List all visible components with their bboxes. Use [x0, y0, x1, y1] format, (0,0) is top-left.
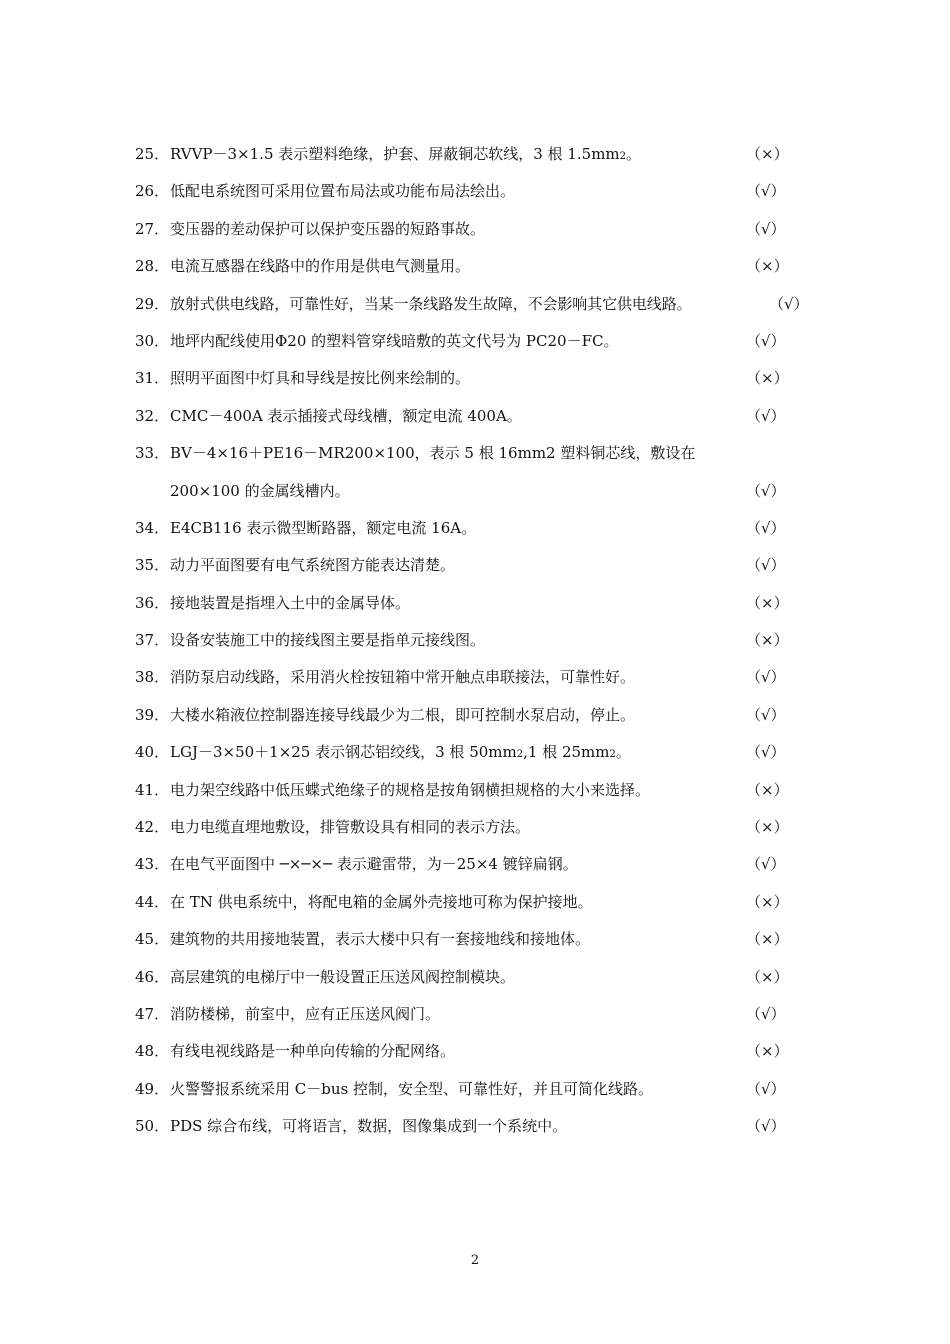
- question-number: 49．: [135, 1079, 170, 1098]
- question-text: 变压器的差动保护可以保护变压器的短路事故。: [170, 219, 486, 238]
- question-text: 200×100 的金属线槽内。: [170, 481, 350, 500]
- question-text: 建筑物的共用接地装置，表示大楼中只有一套接地线和接地体。: [170, 930, 591, 949]
- answer-mark: （√）: [746, 705, 786, 724]
- answer-mark: （√）: [746, 331, 786, 350]
- answer-mark: （√）: [769, 294, 809, 313]
- question-text: 接地装置是指埋入土中的金属导体。: [170, 593, 411, 612]
- answer-mark: （×）: [746, 892, 789, 911]
- question-number: 27．: [135, 219, 170, 238]
- answer-mark: （√）: [746, 518, 786, 537]
- answer-mark: （√）: [746, 1079, 786, 1098]
- question-number: 26．: [135, 182, 170, 201]
- question-item: [0, 741, 950, 778]
- answer-mark: （√）: [746, 1117, 786, 1136]
- question-text: PDS 综合布线，可将语言，数据，图像集成到一个系统中。: [170, 1117, 568, 1136]
- question-number: 41．: [135, 780, 170, 799]
- answer-mark: （×）: [746, 967, 789, 986]
- answer-mark: （√）: [746, 556, 786, 575]
- question-text: 地坪内配线使用Φ20 的塑料管穿线暗敷的英文代号为 PC20－FC。: [170, 331, 619, 350]
- question-number: 25．: [135, 145, 170, 163]
- question-number: 46．: [135, 967, 170, 986]
- question-item: [0, 367, 950, 404]
- answer-mark: （×）: [746, 369, 789, 388]
- question-text: LGJ－3×50＋1×25 表示钢芯铝绞线，3 根 50mm2,1 根 25mm2。: [170, 743, 631, 762]
- question-item: [0, 704, 950, 741]
- answer-mark: （√）: [746, 743, 786, 762]
- answer-mark: （√）: [746, 406, 786, 425]
- question-item: [0, 853, 950, 890]
- question-item: [0, 180, 950, 217]
- question-text: 电力架空线路中低压蝶式绝缘子的规格是按角钢横担规格的大小来选择。: [170, 780, 651, 799]
- question-text: 火警警报系统采用 C－bus 控制，安全型、可靠性好，并且可简化线路。: [170, 1079, 653, 1098]
- question-number: 39．: [135, 705, 170, 724]
- answer-mark: （×）: [746, 257, 789, 276]
- page-number: 2: [470, 1253, 480, 1268]
- answer-mark: （×）: [746, 593, 789, 612]
- question-item: [0, 1115, 950, 1152]
- question-item: [0, 928, 950, 965]
- question-number: 31．: [135, 369, 170, 388]
- question-text: BV－4×16＋PE16－MR200×100，表示 5 根 16mm2 塑料铜芯线，敷设在: [170, 444, 696, 463]
- question-text: RVVP－3×1.5 表示塑料绝缘，护套、屏蔽铜芯软线，3 根 1.5mm2。: [170, 145, 642, 163]
- question-text: 高层建筑的电梯厅中一般设置正压送风阀控制模块。: [170, 967, 516, 986]
- question-item: [0, 442, 950, 479]
- question-item: [0, 143, 950, 180]
- answer-mark: （×）: [746, 930, 789, 949]
- question-item: [0, 330, 950, 367]
- answer-mark: （×）: [746, 818, 789, 837]
- answer-mark: （×）: [746, 780, 789, 799]
- question-list: [0, 143, 950, 1153]
- question-item: [0, 293, 950, 330]
- question-item: [0, 779, 950, 816]
- question-item: [0, 405, 950, 442]
- unit-exponent: 2: [609, 749, 616, 761]
- question-text: 有线电视线路是一种单向传输的分配网络。: [170, 1042, 456, 1061]
- question-number: 40．: [135, 743, 170, 762]
- question-number: 37．: [135, 631, 170, 650]
- question-number: 29．: [135, 294, 170, 313]
- question-text: E4CB116 表示微型断路器，额定电流 16A。: [170, 518, 477, 537]
- question-item: [0, 966, 950, 1003]
- question-text: 动力平面图要有电气系统图方能表达清楚。: [170, 556, 456, 575]
- question-number: 35．: [135, 556, 170, 575]
- unit-exponent: 2: [516, 749, 524, 761]
- question-text: 消防泵启动线路，采用消火栓按钮箱中常开触点串联接法，可靠性好。: [170, 668, 636, 687]
- question-text: 低配电系统图可采用位置布局法或功能布局法绘出。: [170, 182, 516, 201]
- question-item: [0, 554, 950, 591]
- question-item: [0, 629, 950, 666]
- question-number: 32．: [135, 406, 170, 425]
- question-number: 47．: [135, 1004, 170, 1023]
- answer-mark: （√）: [746, 668, 786, 687]
- answer-mark: （√）: [746, 481, 786, 500]
- question-number: 42．: [135, 818, 170, 837]
- answer-mark: （×）: [746, 1042, 789, 1061]
- question-number: 43．: [135, 855, 170, 874]
- question-text: CMC－400A 表示插接式母线槽，额定电流 400A。: [170, 406, 522, 425]
- question-number: 48．: [135, 1042, 170, 1061]
- question-item: [0, 218, 950, 255]
- question-number: 50．: [135, 1117, 170, 1136]
- question-item: [0, 480, 950, 517]
- question-item: [0, 891, 950, 928]
- question-text: 在 TN 供电系统中，将配电箱的金属外壳接地可称为保护接地。: [170, 892, 593, 911]
- question-number: 44．: [135, 892, 170, 911]
- question-number: 30．: [135, 331, 170, 350]
- answer-mark: （×）: [746, 631, 789, 650]
- question-text: 照明平面图中灯具和导线是按比例来绘制的。: [170, 369, 471, 388]
- answer-mark: （√）: [746, 219, 786, 238]
- question-text: 电力电缆直埋地敷设，排管敷设具有相同的表示方法。: [170, 818, 531, 837]
- question-item: [0, 255, 950, 292]
- question-item: [0, 1078, 950, 1115]
- question-text: 在电气平面图中 ─×─×─ 表示避雷带，为－25×4 镀锌扁钢。: [170, 855, 578, 874]
- question-number: 34．: [135, 518, 170, 537]
- answer-mark: （√）: [746, 855, 786, 874]
- question-text: 电流互感器在线路中的作用是供电气测量用。: [170, 257, 471, 276]
- question-item: [0, 1040, 950, 1077]
- question-number: 45．: [135, 930, 170, 949]
- question-text: 设备安装施工中的接线图主要是指单元接线图。: [170, 631, 486, 650]
- answer-mark: （√）: [746, 1004, 786, 1023]
- question-item: [0, 1003, 950, 1040]
- question-text: 大楼水箱液位控制器连接导线最少为二根，即可控制水泵启动，停止。: [170, 705, 636, 724]
- question-number: 33．: [135, 444, 170, 463]
- question-number: 28．: [135, 257, 170, 276]
- question-item: [0, 517, 950, 554]
- question-text: 消防楼梯，前室中，应有正压送风阀门。: [170, 1004, 441, 1023]
- question-number: 36．: [135, 593, 170, 612]
- answer-mark: （√）: [746, 182, 786, 201]
- question-item: [0, 592, 950, 629]
- answer-mark: （×）: [746, 145, 789, 163]
- question-item: [0, 666, 950, 703]
- question-item: [0, 816, 950, 853]
- unit-exponent: 2: [619, 151, 627, 162]
- question-number: 38．: [135, 668, 170, 687]
- question-text: 放射式供电线路，可靠性好，当某一条线路发生故障，不会影响其它供电线路。: [170, 294, 692, 313]
